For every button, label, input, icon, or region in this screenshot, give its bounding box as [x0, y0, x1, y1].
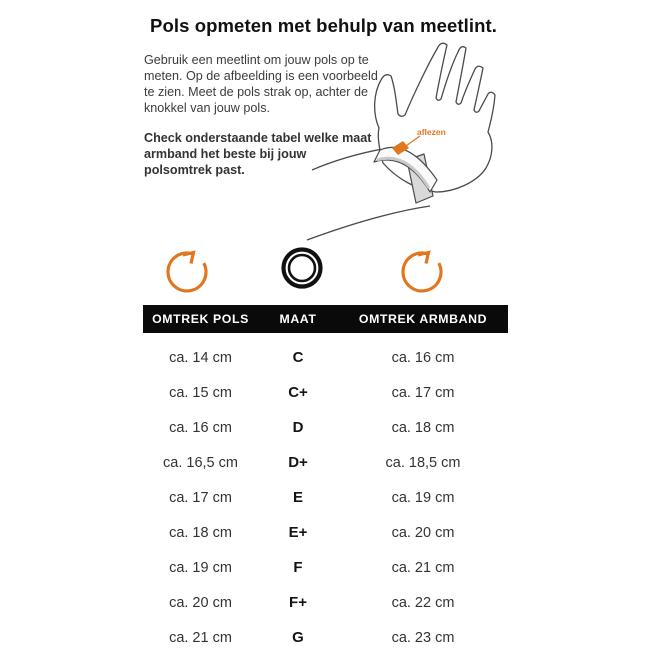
wrist-size-cell: ca. 18 cm — [169, 524, 232, 541]
table-row — [143, 480, 508, 515]
header-cell-maat: MAAT — [279, 312, 317, 326]
rotate-arrow-icon-left — [163, 240, 211, 298]
rotate-arrow-icon-right — [398, 240, 446, 298]
wrist-size-cell: ca. 14 cm — [169, 349, 232, 366]
size-table — [143, 305, 508, 650]
band-size-cell: ca. 18,5 cm — [385, 454, 461, 471]
size-letter-cell: D+ — [288, 454, 308, 471]
table-row — [143, 410, 508, 445]
instruction-line: polsomtrek past. — [144, 163, 245, 177]
page-title: Pols opmeten met behulp van meetlint. — [150, 15, 498, 36]
band-size-cell: ca. 20 cm — [391, 524, 455, 541]
size-letter-cell: E — [292, 489, 303, 506]
instruction-line: Check onderstaande tabel welke maat — [144, 131, 372, 145]
size-letter-cell: F — [293, 559, 303, 576]
header-cell-omtrek-armband: OMTREK ARMBAND — [358, 312, 488, 326]
band-size-cell: ca. 19 cm — [391, 489, 455, 506]
hand-drawing — [375, 43, 495, 192]
band-size-cell: ca. 23 cm — [391, 629, 455, 646]
intro-line: Gebruik een meetlint om jouw pols op te — [144, 53, 369, 67]
wrist-size-cell: ca. 20 cm — [169, 594, 232, 611]
aflezen-label: aflezen — [417, 127, 446, 137]
size-letter-cell: F+ — [289, 594, 307, 611]
size-letter-cell: D — [292, 419, 304, 436]
intro-line: te zien. Meet de pols strak op, achter de — [144, 85, 369, 99]
wrist-measurement-illustration — [240, 36, 520, 246]
size-letter-cell: E+ — [288, 524, 308, 541]
wrist-size-cell: ca. 15 cm — [169, 384, 232, 401]
table-row — [143, 550, 508, 585]
size-table-body — [143, 340, 508, 650]
header-cell-omtrek-pols: OMTREK POLS — [152, 312, 249, 326]
ring-icon — [279, 245, 325, 291]
wrist-size-cell: ca. 16,5 cm — [163, 454, 238, 471]
band-size-cell: ca. 22 cm — [391, 594, 455, 611]
table-row — [143, 340, 508, 375]
table-row — [143, 515, 508, 550]
table-row — [143, 585, 508, 620]
intro-line: meten. Op de afbeelding is een voorbeeld — [144, 69, 378, 83]
size-letter-cell: C — [292, 349, 304, 366]
band-size-cell: ca. 17 cm — [391, 384, 455, 401]
band-size-cell: ca. 21 cm — [391, 559, 455, 576]
band-size-cell: ca. 16 cm — [391, 349, 455, 366]
table-row — [143, 445, 508, 480]
wrist-size-cell: ca. 17 cm — [169, 489, 232, 506]
instruction-line: armband het beste bij jouw — [144, 147, 307, 161]
wrist-size-cell: ca. 21 cm — [169, 629, 232, 646]
intro-line: knokkel van jouw pols. — [144, 101, 271, 115]
wrist-size-cell: ca. 19 cm — [169, 559, 232, 576]
size-letter-cell: G — [292, 629, 304, 646]
band-size-cell: ca. 18 cm — [391, 419, 455, 436]
size-letter-cell: C+ — [288, 384, 308, 401]
size-table-header — [143, 305, 508, 333]
wrist-size-cell: ca. 16 cm — [169, 419, 232, 436]
table-row — [143, 375, 508, 410]
table-row — [143, 620, 508, 650]
